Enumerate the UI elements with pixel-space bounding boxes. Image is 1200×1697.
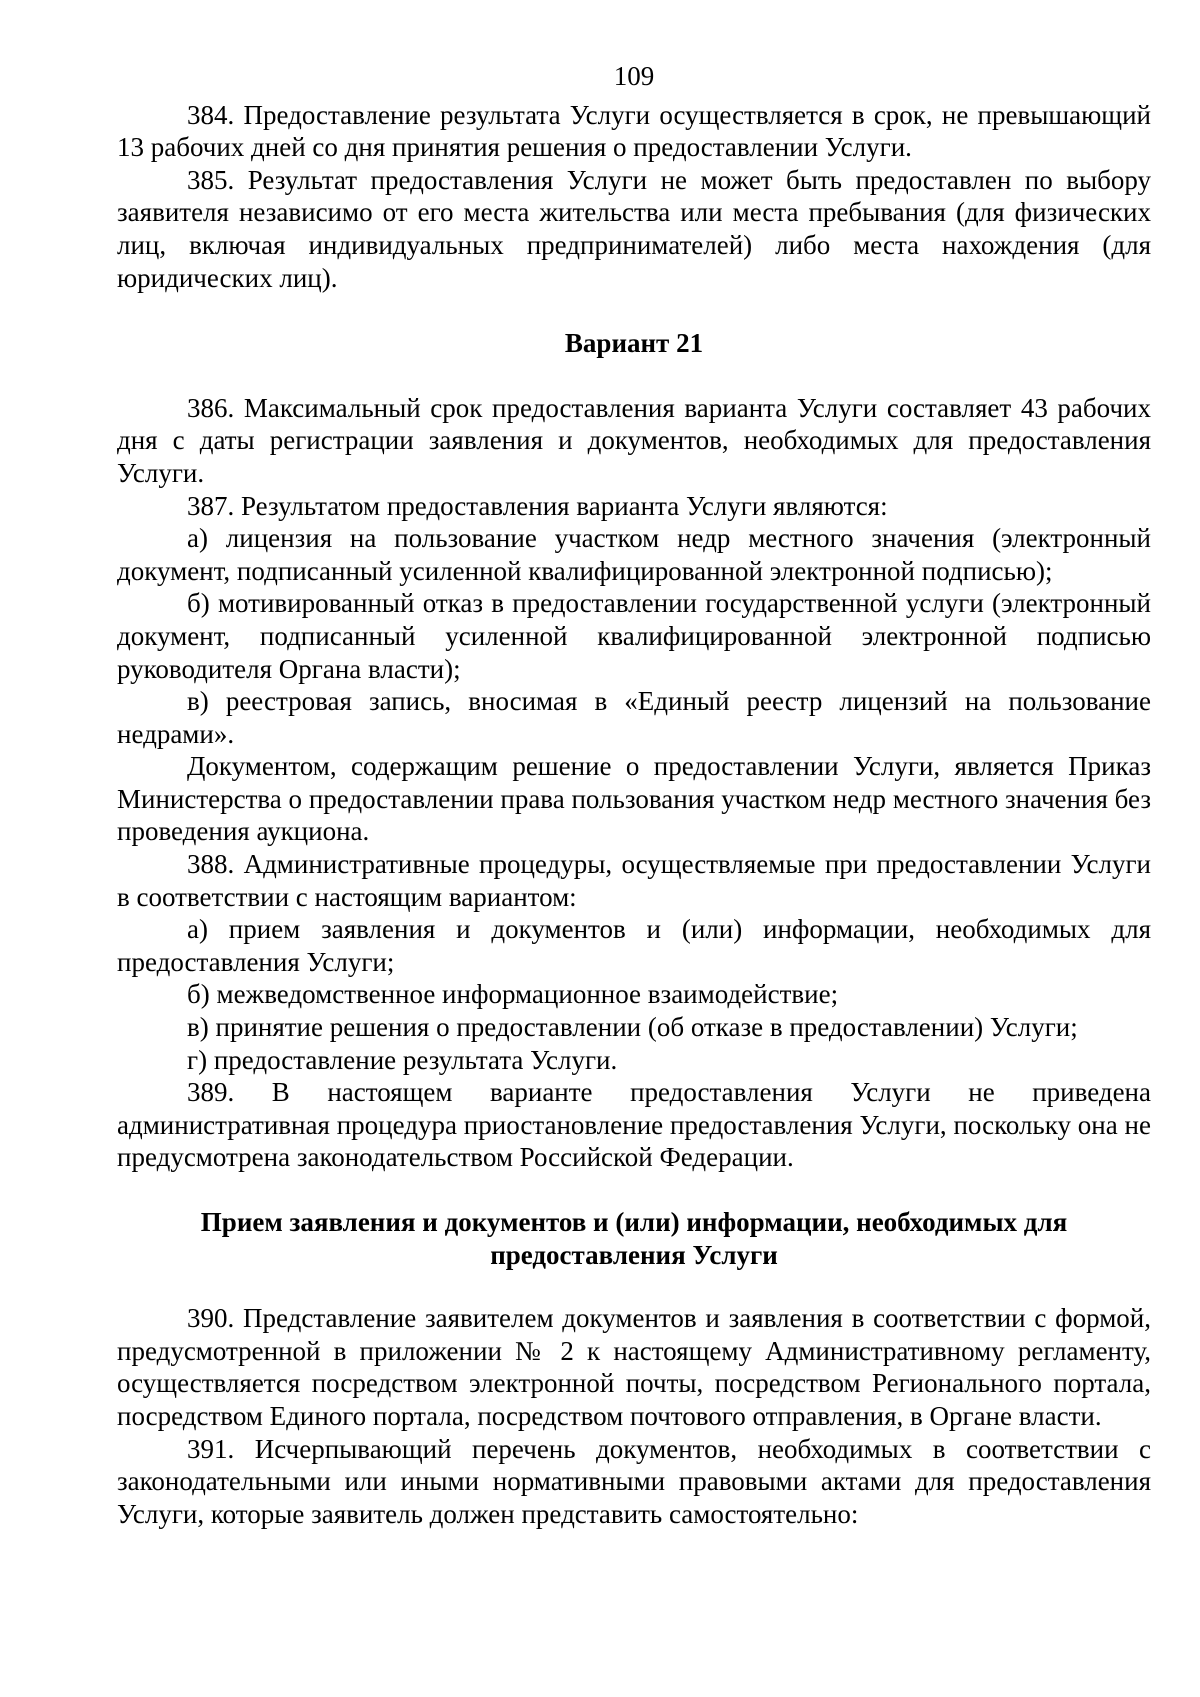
document-page bbox=[117, 60, 1151, 1530]
paragraph-386: 386. Максимальный срок предоставления варианта Услуги составляет 43 рабочих дня с даты регистрации заявления и документов, необходимых для предоставления Услуги. bbox=[117, 392, 1151, 488]
variant-heading: Вариант 21 bbox=[564, 328, 704, 359]
paragraph-388: 388. Административные процедуры, осуществляемые при предоставлении Услуги в соответствии с настоящим вариантом: bbox=[117, 849, 1151, 912]
paragraph-decision-document: Документом, содержащим решение о предоставлении Услуги, является Приказ Министерства о предоставлении права пользования участком недр местного значения без проведения аукциона. bbox=[117, 751, 1151, 847]
paragraph-387-b: б) мотивированный отказ в предоставлении государственной услуги (электронный документ, подписанный усиленной квалифицированной электронной подписью руководителя Органа власти); bbox=[117, 588, 1151, 684]
paragraph-384: 384. Предоставление результата Услуги осуществляется в срок, не превышающий 13 рабочих дней со дня принятия решения о предоставлении Услуги. bbox=[117, 99, 1151, 163]
paragraph-385: 385. Результат предоставления Услуги не может быть предоставлен по выбору заявителя независимо от его места жительства или места пребывания (для физических лиц, включая индивидуальных предпринимателей) либо места нахождения (для юридических лиц). bbox=[117, 164, 1151, 293]
paragraph-388-a: а) прием заявления и документов и (или) информации, необходимых для предоставления Услуги; bbox=[117, 914, 1151, 977]
paragraph-387-v: в) реестровая запись, вносимая в «Единый реестр лицензий на пользование недрами». bbox=[117, 686, 1151, 749]
paragraph-387: 387. Результатом предоставления варианта Услуги являются: bbox=[187, 490, 888, 521]
paragraph-388-g: г) предоставление результата Услуги. bbox=[187, 1044, 618, 1075]
paragraph-388-b: б) межведомственное информационное взаимодействие; bbox=[187, 979, 839, 1010]
paragraph-389: 389. В настоящем варианте предоставления Услуги не приведена административная процедура приостановление предоставления Услуги, поскольку она не предусмотрена законодательством Российской Федерации. bbox=[117, 1077, 1151, 1173]
paragraph-387-a: а) лицензия на пользование участком недр местного значения (электронный документ, подписанный усиленной квалифицированной электронной подписью); bbox=[117, 523, 1151, 586]
paragraph-388-v: в) принятие решения о предоставлении (об отказе в предоставлении) Услуги; bbox=[187, 1012, 1078, 1043]
section-heading: Прием заявления и документов и (или) информации, необходимых для предоставления Услуги bbox=[200, 1207, 1068, 1270]
paragraph-391: 391. Исчерпывающий перечень документов, необходимых в соответствии с законодательными или иными нормативными правовыми актами для предоставления Услуги, которые заявитель должен представить самостоятельно: bbox=[117, 1433, 1151, 1529]
paragraph-390: 390. Представление заявителем документов и заявления в соответствии с формой, предусмотренной в приложении № 2 к настоящему Административному регламенту, осуществляется посредством электронной почты, посредством Регионального портала, посредством Единого портала, посредством почтового отправления, в Органе власти. bbox=[117, 1303, 1151, 1431]
page-number: 109 bbox=[613, 61, 655, 91]
